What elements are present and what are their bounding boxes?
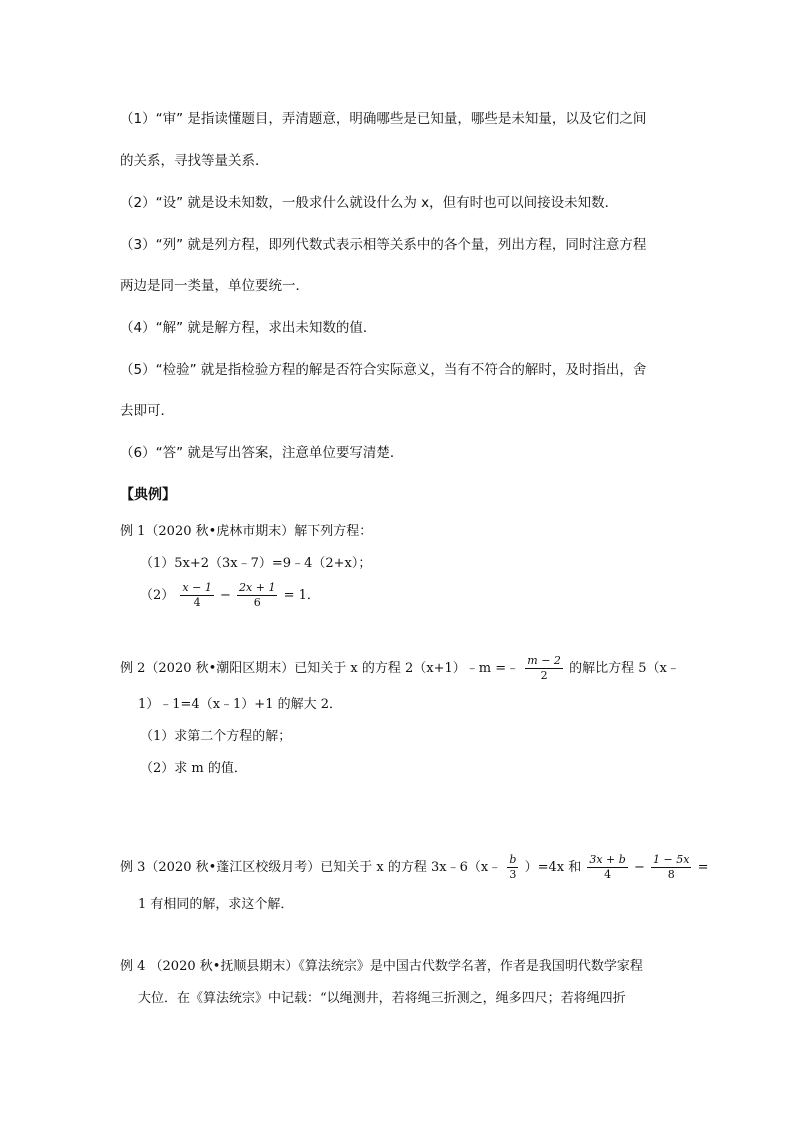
- fraction-denominator: 4: [604, 868, 612, 881]
- step-6-line-1: （6）“答” 就是写出答案，注意单位要写清楚．: [120, 445, 404, 461]
- step-3-line-1: （3）“列” 就是列方程，即列代数式表示相等关系中的各个量，列出方程，同时注意方程: [120, 237, 647, 253]
- example-2-line-2: 1）﹣1=4（x﹣1）+1 的解大 2．: [138, 697, 343, 712]
- fraction-denominator: 3: [509, 868, 517, 881]
- example-3-heading-mid: ）=4x 和: [524, 860, 582, 875]
- example-1-part-2: [140, 581, 320, 610]
- fraction-m-minus-2-over-2: [525, 654, 563, 683]
- fraction-denominator: 4: [193, 596, 201, 609]
- step-3-line-2: 两边是同一类量，单位要统一．: [120, 278, 309, 294]
- fraction-numerator: b: [509, 853, 517, 866]
- fraction-numerator: m − 2: [527, 654, 561, 667]
- example-4-line-1: 例 4 （2020 秋•抚顺县期末）《算法统宗》是中国古代数学名著，作者是我国明代数学家程: [120, 959, 643, 974]
- step-5-line-1: （5）“检验” 就是指检验方程的解是否符合实际意义，当有不符合的解时，及时指出，舍: [120, 362, 647, 378]
- example-1-part-1: （1）5x+2（3x﹣7）=9﹣4（2+x）；: [140, 556, 372, 571]
- fraction-2x-plus-1-over-6: [237, 581, 277, 610]
- fraction-1-minus-5x-over-8: [651, 853, 691, 882]
- minus-sign: −: [633, 860, 645, 875]
- fraction-3x-plus-b-over-4: [587, 853, 627, 882]
- fraction-b-over-3: [507, 853, 518, 882]
- minus-sign: −: [219, 588, 231, 603]
- example-4-line-2: 大位．在《算法统宗》中记载：“以绳测井，若将绳三折测之，绳多四尺；若将绳四折: [138, 991, 626, 1006]
- example-3-heading: [120, 852, 708, 884]
- fraction-numerator: x − 1: [182, 581, 212, 594]
- example-1-heading: 例 1（2020 秋•虎林市期末）解下列方程：: [120, 524, 373, 539]
- fraction-numerator: 3x + b: [589, 853, 626, 866]
- example-2-heading-start: 例 2（2020 秋•潮阳区期末）已知关于 x 的方程 2（x+1）﹣m =﹣: [120, 661, 520, 676]
- example-3-line-2: 1 有相同的解，求这个解．: [138, 897, 294, 912]
- section-title: 【典例】: [120, 487, 176, 503]
- step-1-line-2: 的关系，寻找等量关系．: [120, 153, 269, 169]
- equation-tail: = 1．: [283, 588, 320, 603]
- fraction-x-minus-1-over-4: [180, 581, 213, 610]
- example-2-heading: [120, 654, 680, 683]
- fraction-denominator: 8: [667, 868, 675, 881]
- step-4-line-1: （4）“解” 就是解方程，求出未知数的值．: [120, 320, 377, 336]
- example-1-part-2-label: （2）: [140, 588, 175, 603]
- example-2-heading-end: 的解比方程 5（x﹣: [569, 661, 680, 676]
- equals-sign: =: [697, 860, 709, 875]
- fraction-numerator: 2x + 1: [239, 581, 276, 594]
- fraction-denominator: 6: [253, 596, 261, 609]
- step-2-line-1: （2）“设” 就是设未知数，一般求什么就设什么为 x，但有时也可以间接设未知数．: [120, 195, 619, 211]
- step-1-line-1: （1）“审” 是指读懂题目，弄清题意，明确哪些是已知量，哪些是未知量，以及它们之间: [120, 111, 647, 127]
- fraction-numerator: 1 − 5x: [653, 853, 690, 866]
- example-2-question-2: （2）求 m 的值．: [140, 761, 247, 776]
- example-3-heading-start: 例 3（2020 秋•蓬江区校级月考）已知关于 x 的方程 3x﹣6（x﹣: [120, 860, 502, 875]
- example-2-question-1: （1）求第二个方程的解；: [140, 729, 292, 744]
- step-5-line-2: 去即可．: [120, 403, 174, 419]
- fraction-denominator: 2: [540, 669, 548, 682]
